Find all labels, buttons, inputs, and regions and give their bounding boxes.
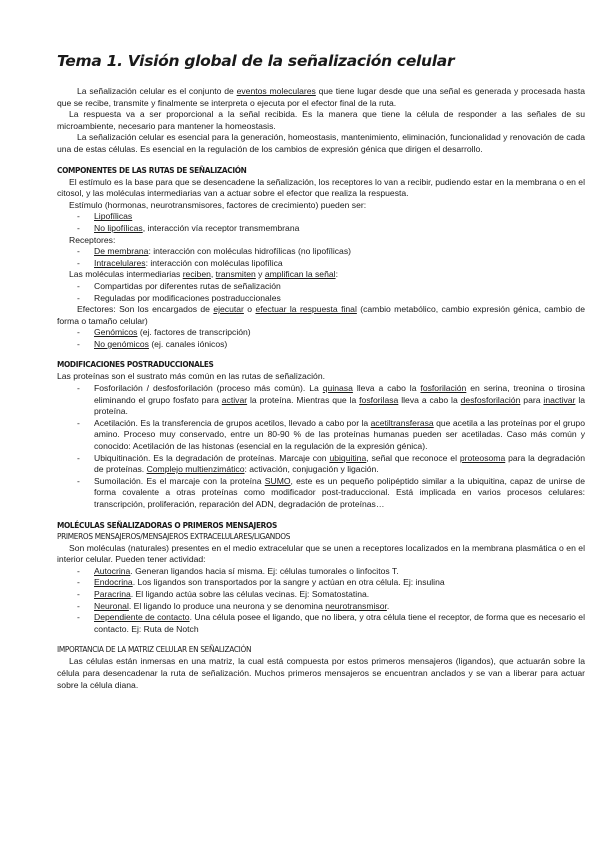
text: para: [520, 394, 544, 405]
underlined-term: reciben: [182, 269, 211, 280]
intro-paragraph-1: [57, 86, 585, 109]
text: Fosforilación / desfosforilación (proceso más común). La: [94, 383, 323, 394]
estimulo-line: Estímulo (hormonas, neurotransmisores, factores de crecimiento) pueden ser:: [69, 199, 367, 210]
list-item: [57, 612, 585, 635]
section-heading-moleculas: MOLÉCULAS SEÑALIZADORAS O PRIMEROS MENSAJEROS: [57, 520, 277, 530]
underlined-term: inactivar: [543, 394, 576, 405]
efectores-paragraph: [57, 304, 585, 327]
list-item: [57, 246, 585, 258]
text: , este es un pequeño polipéptido similar a la ubiquitina, capaz de unirse de forma covalente a otras proteínas como modificador post-traduccional. Está implicada en varios procesos celulares: transcripción, proliferación, reparación del ADN, degradación de proteínas…: [94, 475, 585, 509]
text: . Los ligandos son transportados por la sangre y actúan en otra célula. Ej: insulina: [132, 577, 445, 588]
text: , señal que reconoce el: [366, 452, 460, 463]
underlined-term: SUMO: [264, 475, 291, 486]
underlined-term: transmiten: [215, 269, 256, 280]
estimulo-list: [57, 211, 585, 234]
moleculas-intermediarias-list: [57, 281, 585, 304]
text: (ej. factores de transcripción): [137, 327, 251, 338]
efectores-list: [57, 327, 585, 350]
list-item: [57, 327, 585, 339]
underlined-term: Intracelulares: [94, 257, 146, 268]
underlined-term: proteosoma: [459, 452, 506, 463]
underlined-term: No genómicos: [94, 338, 149, 349]
text: Ubiquitinación. Es la degradación de proteínas. Marcaje con: [94, 452, 330, 463]
text: . El ligando lo produce una neurona y se denomina: [128, 600, 326, 611]
underlined-term: ubiquitina: [329, 452, 367, 463]
actividad-list: [57, 566, 585, 636]
underlined-term: Neuronal: [94, 600, 129, 611]
intro-paragraph-3: La señalización celular es esencial para la generación, homeostasis, mantenimiento, eliminación, funcionalidad y renovación de cada una de estas células. Es esencial en la regulación de los cambios de expresión génica que dirigen el desarrollo.: [57, 132, 585, 154]
text: .: [386, 600, 390, 611]
underlined-term: Autocrina: [94, 565, 131, 576]
text: (ej. canales iónicos): [148, 338, 228, 349]
underlined-term: activar: [221, 394, 248, 405]
text: . El ligando actúa sobre las células vecinas. Ej: Somatostatina.: [130, 588, 370, 599]
modificaciones-list: [57, 383, 585, 511]
text: Efectores: Son los encargados de: [77, 304, 214, 315]
text: : interacción con moléculas hidrofílicas (no lipofílicas): [148, 246, 351, 257]
text: lleva a cabo la: [398, 394, 461, 405]
list-item: - Compartidas por diferentes rutas de señalización: [57, 281, 585, 293]
underlined-term: ejecutar: [213, 304, 244, 315]
underlined-term: No lipofílicas: [94, 222, 143, 233]
receptores-list: [57, 246, 585, 269]
text: . Una célula posee el ligando, que no libera, y otra célula tiene el receptor, de forma que es necesario el contacto. Ej: Ruta de Notch: [94, 612, 585, 634]
text: que acetila a las proteínas por el grupo amino. Proceso muy conservado, entre un 80-90 % de las proteínas humanas pueden ser acetiladas. Caso más común y conocido: Acetilación de las histonas (esencial en la regulación de la expresión génica).: [94, 417, 585, 452]
list-item-sumoilacion: [57, 476, 585, 511]
moleculas-intermediarias-line: [57, 269, 585, 281]
list-item: [57, 589, 585, 601]
text: la proteína.: [94, 394, 586, 417]
text: o: [243, 304, 256, 315]
list-item: - Reguladas por modificaciones postraduccionales: [57, 293, 585, 305]
text: La señalización celular es el conjunto de: [77, 86, 237, 96]
underlined-term: Endocrina: [94, 577, 133, 588]
list-item: [57, 211, 585, 223]
underlined-term: De membrana: [94, 246, 149, 257]
list-item-ubiquitinacion: [57, 453, 585, 476]
text: la proteína. Mientras que la: [247, 394, 360, 405]
receptores-line: Receptores:: [69, 234, 116, 245]
text: : interacción con moléculas lipofílica: [145, 257, 283, 268]
text: :: [335, 269, 338, 280]
intro-paragraph-2: La respuesta va a ser proporcional a la señal recibida. Es la manera que tiene la célula de responder a las señales de su microambiente, necesario para mantener la homeostasis.: [57, 109, 585, 131]
text: para la degradación de proteínas.: [94, 452, 585, 475]
underlined-term: fosforilasa: [359, 394, 399, 405]
underlined-term: Dependiente de contacto: [94, 612, 190, 623]
underlined-term: fosforilación: [420, 383, 467, 394]
text: . Generan ligandos hacia sí misma. Ej: células tumorales o linfocitos T.: [130, 565, 399, 576]
matriz-paragraph: Las células están inmersas en una matriz, la cual está compuesta por estos primeros mensajeros (ligandos), que actuarán sobre la célula para desencadenar la ruta de señalización. Muchos primeros mensajeros se encuentran anclados y se van a liberar para actuar sobre la célula diana.: [57, 656, 585, 690]
page-title: Tema 1. Visión global de la señalización celular: [57, 52, 455, 70]
underlined-term: acetiltransferasa: [370, 417, 434, 428]
list-item-fosforilacion: [57, 383, 585, 418]
underlined-term: neurotransmisor: [325, 600, 387, 611]
moleculas-paragraph: Son moléculas (naturales) presentes en el medio extracelular que se unen a receptores localizados en la membrana plasmática o en el interior celular. Pueden tener actividad:: [57, 542, 585, 565]
list-item-acetilacion: [57, 418, 585, 453]
text: (cambio metabólico, cambio expresión génica, cambio de forma o tamaño celular): [57, 304, 585, 326]
text: y: [255, 269, 265, 280]
text: Sumoilación. Es el marcaje con la proteína: [94, 475, 265, 486]
document-page: [57, 52, 585, 691]
section-heading-componentes: COMPONENTES DE LAS RUTAS DE SEÑALIZACIÓN: [57, 165, 247, 175]
list-item: [57, 258, 585, 270]
underlined-term: eventos moleculares: [236, 86, 316, 96]
subheading-primeros-mensajeros: PRIMEROS MENSAJEROS/MENSAJEROS EXTRACELULARES/LIGANDOS: [57, 531, 291, 541]
subheading-matriz: IMPORTANCIA DE LA MATRIZ CELULAR EN SEÑALIZACIÓN: [57, 645, 252, 655]
text: en serina, treonina o tirosina eliminando el grupo fosfato para: [94, 383, 585, 405]
underlined-term: efectuar la respuesta final: [255, 304, 357, 315]
list-item: [57, 566, 585, 578]
underlined-term: Lipofílicas: [94, 211, 133, 222]
underlined-term: quinasa: [322, 383, 353, 394]
underlined-term: desfosforilación: [460, 394, 521, 405]
list-item: [57, 577, 585, 589]
text: que tiene lugar desde que una señal es generada y procesada hasta que se recibe, transmite y finalmente se interpreta o ejecuta por el efector final de la ruta.: [57, 86, 585, 108]
section-heading-modificaciones: MODIFICACIONES POSTRADUCCIONALES: [57, 360, 214, 370]
underlined-term: amplifican la señal: [264, 269, 336, 280]
text: , interacción vía receptor transmembrana: [142, 222, 300, 233]
text: ,: [210, 269, 216, 280]
text: Las moléculas intermediarias: [69, 269, 183, 280]
underlined-term: Complejo multienzimático: [146, 464, 245, 475]
text: : activación, conjugación y ligación.: [244, 464, 379, 475]
list-item: [57, 601, 585, 613]
componentes-paragraph: El estímulo es la base para que se desencadene la señalización, los receptores lo van a recibir, pudiendo estar en la membrana o en el citosol, y las moléculas intermediarias van a actuar sobre el efector que realiza la respuesta.: [57, 176, 585, 199]
modificaciones-paragraph: Las proteínas son el sustrato más común en las rutas de señalización.: [57, 371, 325, 382]
underlined-term: Genómicos: [94, 327, 138, 338]
list-item: [57, 339, 585, 351]
underlined-term: Paracrina: [94, 588, 131, 599]
text: Acetilación. Es la transferencia de grupos acetilos, llevado a cabo por la: [94, 417, 371, 428]
list-item: [57, 223, 585, 235]
text: lleva a cabo la: [352, 383, 421, 394]
